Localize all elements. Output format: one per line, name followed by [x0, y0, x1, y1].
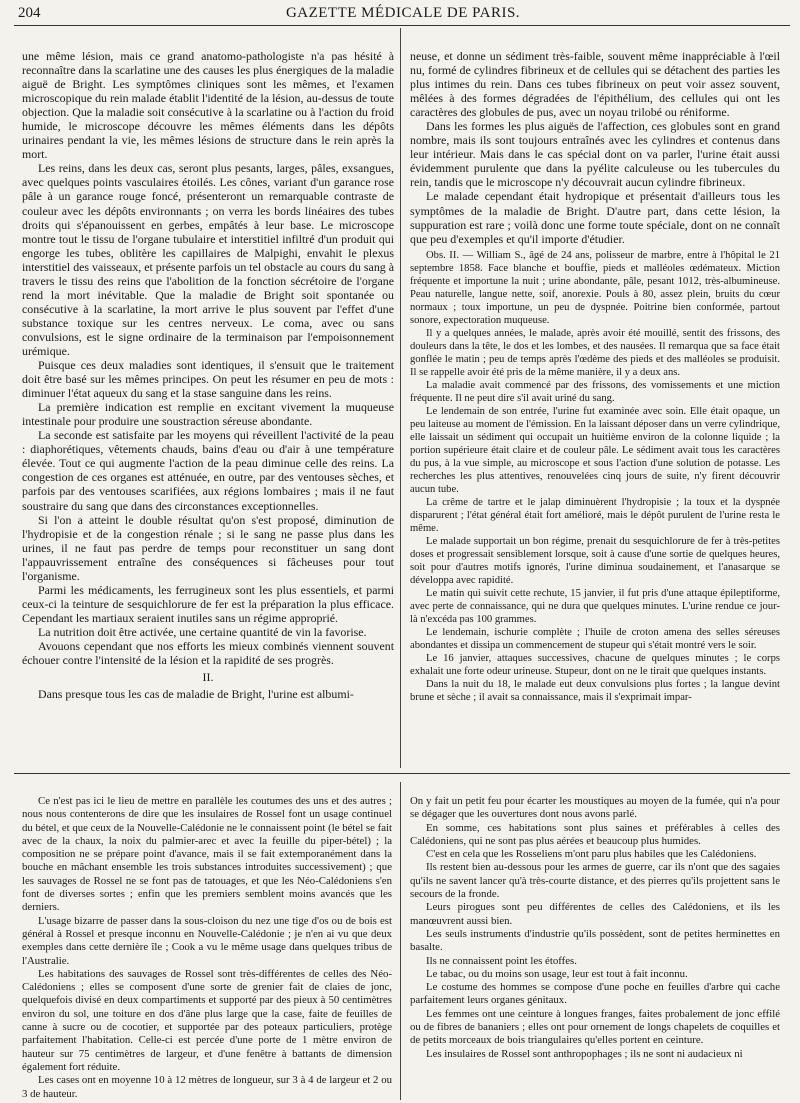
paragraph: Dans presque tous les cas de maladie de Bright, l'urine est albumi- [38, 687, 354, 702]
paragraph: Parmi les médicaments, les ferrugineux sont les plus essentiels, et parmi ceux-ci la teinture de sesquichlorure de fer est la préparation la plus efficace. Cependant les martiaux seraient inutiles sans un régime approprié. [22, 582, 394, 625]
paragraph: Les cases ont en moyenne 10 à 12 mètres de longueur, sur 3 à 4 de largeur et 2 ou 3 de hauteur. [22, 1074, 392, 1100]
paragraph: Ce n'est pas ici le lieu de mettre en parallèle les coutumes des uns et des autres ; nous nous contenterons de dire que les insulaires de Rossel font un usage continuel du bétel, et que ceux de la Nouvelle-Calédonie ne le connaissent point (le bétel se fait avec de la chaux, la noix du palmier-arec et avec la feuille du piper-bétel) ; la composition ne se prépare point d'avance, mais il se fait extemporanément dans la bouche en mâchant ensemble les trois substances introduites successivement) ; que les sauvages de Rossel ne se font pas de tatouages, et que les Néo-Calédoniens s'en font de diverses sortes ; enfin que les premiers semblent moins avancés que les derniers. [22, 795, 392, 914]
top-left-column [22, 49, 394, 767]
header-rule [14, 25, 790, 26]
paragraph: neuse, et donne un sédiment très-faible, souvent même inappréciable à l'œil nu, formé de cylindres fibrineux et de cellules qui se détachent des parties les plus intimes du rein. Dans ces tubes fibrineux on peut voir assez souvent, mêlées à des formes dégradées de l'épithélium, des cellules qui ont les caractères des globules de pus, avec un noyau trilobé ou réniforme. [410, 49, 780, 120]
paragraph: La nutrition doit être activée, une certaine quantité de vin la favorise. [38, 624, 367, 639]
paragraph: Ils restent bien au-dessous pour les armes de guerre, car ils n'ont que des sagaies qu'ils ne savent lancer qu'à très-courte distance, et des pierres qu'ils projettent sans le secours de la fronde. [410, 861, 780, 901]
paragraph: La première indication est remplie en excitant vivement la muqueuse intestinale pour produire une soustraction séreuse abondante. [22, 400, 394, 429]
paragraph: Leurs pirogues sont peu différentes de celles des Calédoniens, et ils les manœuvrent aussi bien. [410, 901, 780, 927]
observation-paragraph: Le matin qui suivit cette rechute, 15 janvier, il fut pris d'une attaque épileptiforme, avec perte de connaissance, qui ne dura que quelques minutes. L'urine rendue ce jour-là n'excéda pas 100 grammes. [410, 587, 780, 625]
bottom-right-column [410, 795, 780, 1100]
observation-paragraph: Le lendemain, ischurie complète ; l'huile de croton amena des selles séreuses abondantes et dissipa un commencement de stupeur qui s'était montré vers le soir. [410, 626, 780, 651]
page-number: 204 [18, 5, 41, 21]
top-right-column [410, 49, 780, 767]
paragraph: C'est en cela que les Rosseliens m'ont paru plus habiles que les Calédoniens. [426, 848, 757, 861]
paragraph: En somme, ces habitations sont plus saines et préférables à celles des Calédoniens, qui ne sont pas plus aérées et beaucoup plus humides. [410, 821, 780, 847]
observation-paragraph: Le lendemain de son entrée, l'urine fut examinée avec soin. Elle était opaque, un peu laiteuse au moment de l'émission. En la laissant déposer dans un verre cylindrique, elle laissait un sédiment qui occupait un huitième environ de la colonne liquide ; la portion supérieure était claire et de couleur pâle. Le sédiment avait tous les caractères du pus, à la vue simple, au microscope et sous l'action d'une solution de potasse. Les recherches les plus attentives, renouvelées cinq jours de suite, n'y firent découvrir aucun tube. [410, 405, 780, 495]
observation-paragraph: Il y a quelques années, le malade, après avoir été mouillé, sentit des frissons, des douleurs dans la tête, le dos et les lombes, et des nausées. Il remarqua que sa face était gonflée le matin ; peu de temps après l'œdème des pieds et des malléoles se produisit. Il se rappelle avoir été pris de la même manière, il y a deux ans. [410, 327, 780, 378]
observation-paragraph: La maladie avait commencé par des frissons, des vomissements et une miction fréquente. Il ne peut dire s'il avait uriné du sang. [410, 379, 780, 404]
paragraph: Ils ne connaissent point les étoffes. [426, 954, 577, 967]
paragraph: Les seuls instruments d'industrie qu'ils possèdent, sont de petites herminettes en basalte. [410, 927, 780, 954]
feuilleton-rule [14, 773, 790, 774]
paragraph: La seconde est satisfaite par les moyens qui réveillent l'activité de la peau : diaphorétiques, vêtements chauds, bains d'eau ou d'air à une température élevée. Tout ce qui augmente l'action de la peau diminue celle des reins. La congestion de ces organes est atténuée, en outre, par des ventouses sèches, et parfois par des ventouses scarifiées, aux régions lombaires ; mais il ne faut soustraire du sang que dans des circonstances exceptionnelles. [22, 428, 394, 513]
paragraph: Puisque ces deux maladies sont identiques, il s'ensuit que le traitement doit être basé sur les mêmes principes. On peut les résumer en peu de mots : diminuer l'état aqueux du sang et la stase sanguine dans les reins. [22, 358, 394, 401]
paragraph: Si l'on a atteint le double résultat qu'on s'est proposé, diminution de l'hydropisie et de la congestion rénale ; si le sang ne passe plus dans les urines, il ne faut pas perdre de temps pour reconstituer un sang dont l'appauvrissement entraîne des conséquences si fâcheuses pour tout l'organisme. [22, 512, 394, 583]
observation-paragraph: Le 16 janvier, attaques successives, chacune de quelques minutes ; le corps exhalait une forte odeur urineuse. Stupeur, dont on ne le tirait que quelques instants. [410, 652, 780, 677]
paragraph: Le malade cependant était hydropique et présentait d'ailleurs tous les symptômes de la maladie de Bright. D'autre part, dans cette lésion, la suppuration est rare ; voilà donc une forme toute spéciale, dont on ne connaît que peu d'exemples et qu'il importe d'étudier. [410, 189, 780, 246]
paragraph: Avouons cependant que nos efforts les mieux combinés viennent souvent échouer contre l'intensité de la lésion et la rapidité de ses progrès. [22, 638, 394, 668]
paragraph: Le costume des hommes se compose d'une poche en feuilles d'arbre qui cache parfaitement leurs organes génitaux. [410, 981, 780, 1007]
page-header [18, 2, 788, 24]
paragraph: Dans les formes les plus aiguës de l'affection, ces globules sont en grand nombre, mais ils sont toujours entraînés avec les cylindres et contenus dans leur intérieur. Mais dans le cas spécial dont on va parler, l'urine était aussi évidemment purulente que dans la pyélite calculeuse ou les tubercules du rein, tandis que le microscope n'y découvrait aucun cylindre fibrineux. [410, 119, 780, 190]
column-divider-bottom [400, 782, 401, 1100]
observation-paragraph: La crême de tartre et le jalap diminuèrent l'hydropisie ; la toux et la dyspnée disparurent ; l'état général était fort amélioré, mais le dépôt purulent de l'urine resta le même. [410, 496, 780, 534]
paragraph: une même lésion, mais ce grand anatomo-pathologiste n'a pas hésité à reconnaître dans la scarlatine une des causes les plus énergiques de la maladie aiguë de Bright. Les symptômes cliniques sont les mêmes, et l'examen microscopique du rein malade établit l'identité de la lésion, au-dessus de toute objection. Que la maladie soit consécutive à la scarlatine ou à l'action du froid humide, le microscope découvre les mêmes éléments dans les dépôts urinaires pendant la vie, les mêmes lésions de structure dans le rein après la mort. [22, 49, 394, 162]
paragraph: Les habitations des sauvages de Rossel sont très-différentes de celles des Néo-Calédoniens ; elles se composent d'une sorte de grenier fait de claies de jonc, quelquefois divisé en deux compartiments et supporté par des pieux à 50 centimètres environ du sol, une toiture en dos d'âne plus large que la case, faite de feuilles de canne à sucre ou de cocotier, et supportée par des poteaux particuliers, protège parfaitement l'habitation. Celle-ci est percée d'une porte de 1 mètre environ de hauteur sur 75 centimètres de largeur, et d'une fenêtre à battants de dimension également fort réduite. [22, 967, 392, 1073]
paragraph: On y fait un petit feu pour écarter les moustiques au moyen de la fumée, qui n'a pour se dégager que les ouvertures dont nous avons parlé. [410, 795, 780, 821]
paragraph: L'usage bizarre de passer dans la sous-cloison du nez une tige d'os ou de bois est général à Rossel et presque inconnu en Nouvelle-Calédonie ; je n'en ai vu que deux exemples dans cette dernière île ; Cook a vu le même usage dans quelques tribus de l'Australie. [22, 914, 392, 967]
paragraph: Le tabac, ou du moins son usage, leur est tout à fait inconnu. [426, 967, 688, 980]
observation-paragraph: Le malade supportait un bon régime, prenait du sesquichlorure de fer à très-petites doses et progressait sensiblement lorsque, soit à cause d'une sortie de quelques heures, soit pour d'autres motifs ignorés, l'urine diminua soudainement, et l'anasarque se développa avec rapidité. [410, 535, 780, 586]
bottom-left-column [22, 795, 392, 1100]
paragraph: Les femmes ont une ceinture à longues franges, faites probalement de jonc effilé ou de fibres de bananiers ; elles ont pour ornement de longs chapelets de coquilles et de petits morceaux de bois triangulaires qu'elles portent en ceinture. [410, 1007, 780, 1047]
observation-paragraph: Dans la nuit du 18, le malade eut deux convulsions plus fortes ; la langue devint brune et sèche ; il avait sa connaissance, mais il s'exprimait impar- [410, 678, 780, 703]
column-divider-top [400, 28, 401, 768]
journal-title: GAZETTE MÉDICALE DE PARIS. [285, 5, 521, 21]
paragraph: Les reins, dans les deux cas, seront plus pesants, larges, pâles, exsangues, avec quelques points vasculaires étoilés. Les cônes, variant d'un garance rose pâle à un garance rouge foncé, présenteront un remarquable contraste de couleur avec les dépôts environnants ; on verra les bords linéaires des tubes droits qui s'épanouissent en gerbes, empâtés à leur base. Le microscope montre tout le tissu de l'organe tubulaire et interstitiel infiltré d'un produit qui engorge les tubes, oblitère les capillaires de Malpighi, envahit le plexus interstitiel des vaisseaux, et présente parfois un tel obstacle au cours du sang à travers le tissu des reins que l'abolition de la fonction sécrétoire de l'organe rend la mort inévitable. Que la maladie de Bright soit spontanée ou consécutive à la scarlatine, la mort arrive le plus souvent par l'effet d'une substance toxique sur les centres nerveux. Le coma, avec ou sans convulsions, est le signe ordinaire de la terminaison par l'empoisonnement urémique. [22, 161, 394, 358]
paragraph: Les insulaires de Rossel sont anthropophages ; ils ne sont ni audacieux ni [426, 1047, 743, 1060]
observation-paragraph: Obs. II. — William S., âgé de 24 ans, polisseur de marbre, entre à l'hôpital le 21 septembre 1858. Face blanche et bouffie, pieds et malléoles œdémateux. Miction fréquente et importune la nuit ; urine abondante, pâle, pesant 1012, très-albumineuse. Peau naturelle, langue nette, soif, anorexie. Pouls à 80, assez plein, bruits du cœur normaux ; toux importune, un peu de dyspnée. Poitrine bien conformée, partout sonore, expectoration muqueuse. [410, 249, 780, 326]
section-heading: II. [202, 670, 214, 685]
